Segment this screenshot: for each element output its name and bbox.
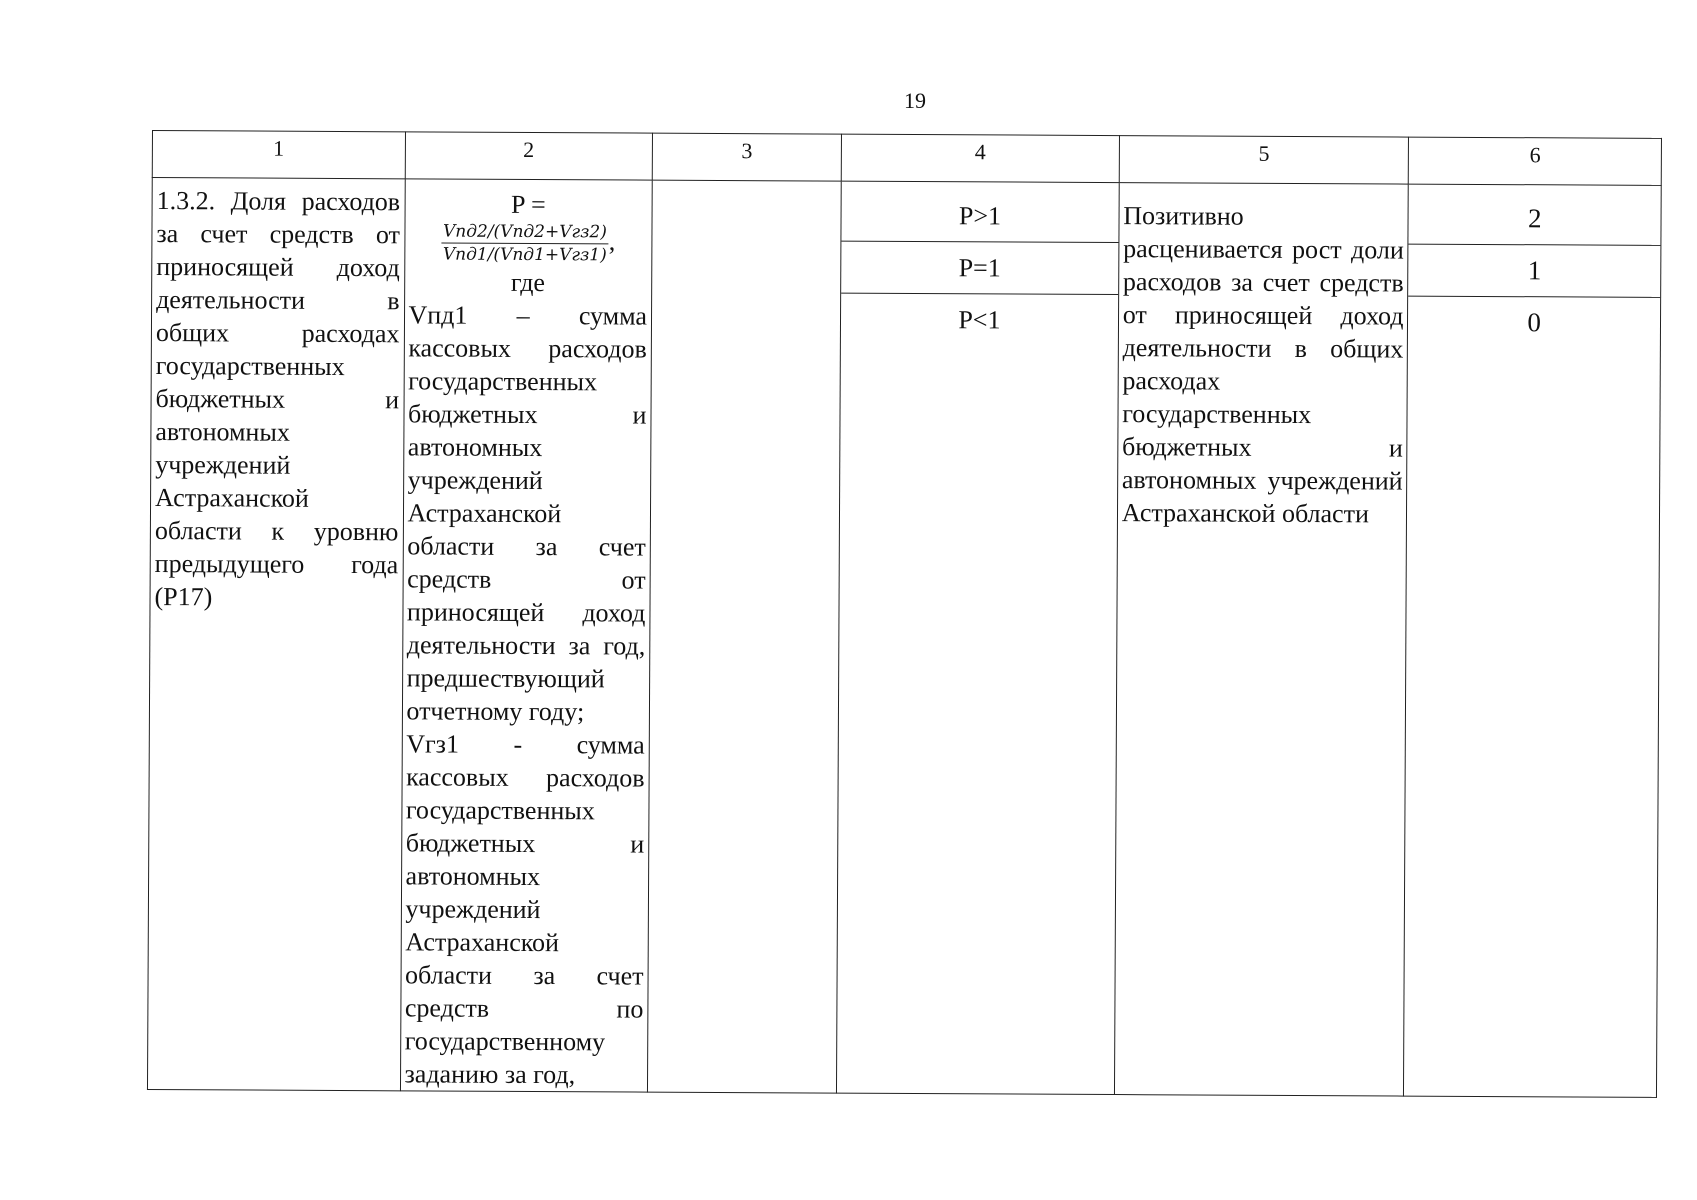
- formula-fraction: [441, 221, 609, 267]
- score-item: 0: [1527, 307, 1542, 338]
- formula-suffix: ,: [608, 226, 616, 256]
- scores-list: [1408, 193, 1660, 349]
- header-col-4: 4: [841, 134, 1119, 182]
- formula-where: где: [510, 267, 546, 298]
- conditions-list: [841, 190, 1118, 346]
- scores-cell: [1404, 184, 1661, 1097]
- conditions-cell: [837, 181, 1119, 1094]
- header-col-1: 1: [152, 131, 405, 179]
- header-col-2: 2: [405, 132, 653, 180]
- header-col-3: 3: [652, 133, 841, 181]
- assessment-cell: [1114, 183, 1408, 1097]
- indicator-text: 1.3.2. Доля расходов за счет средств от приносящей доход деятельности в общих расходах государственных бюджетных и автономных учреждений Астраханской области к уровню предыдущего года (Р17): [154, 186, 401, 612]
- condition-item: P<1: [958, 305, 1001, 335]
- condition-item: P>1: [842, 190, 1119, 243]
- formula-denominator: Vпд1/(Vпд1+Vгз1): [442, 244, 607, 266]
- indicator-table: [147, 130, 1662, 1098]
- definition-vpd1: Vпд1 – сумма кассовых расходов государственных бюджетных и автономных учреждений Астраханской области за счет средств от приносящей доход деятельности за год, предшествующий отчетному году;: [406, 300, 648, 727]
- page-number: 19: [904, 88, 926, 113]
- definition-vgz1: Vгз1 - сумма кассовых расходов государственных бюджетных и автономных учреждений Астраханской области за счет средств по государственному заданию за год,: [404, 729, 645, 1090]
- formula: [405, 179, 652, 266]
- indicator-cell: [147, 178, 404, 1091]
- condition-item: P=1: [841, 242, 1118, 295]
- header-col-5: 5: [1119, 136, 1409, 185]
- table-header-row: [152, 131, 1661, 186]
- header-col-6: 6: [1409, 137, 1662, 185]
- formula-cell: [400, 179, 652, 1092]
- score-item: 1: [1409, 245, 1661, 298]
- score-item: 2: [1409, 193, 1661, 246]
- assessment-text: Позитивно расценивается рост доли расходов за счет средств от приносящей доход деятельности в общих расходах государственных бюджетных и автономных учреждений Астраханской области: [1121, 201, 1404, 529]
- formula-numerator: Vпд2/(Vпд2+Vгз2): [441, 221, 609, 245]
- table-row: [147, 178, 1661, 1098]
- empty-cell: [647, 180, 841, 1093]
- formula-lhs: P =: [510, 189, 546, 220]
